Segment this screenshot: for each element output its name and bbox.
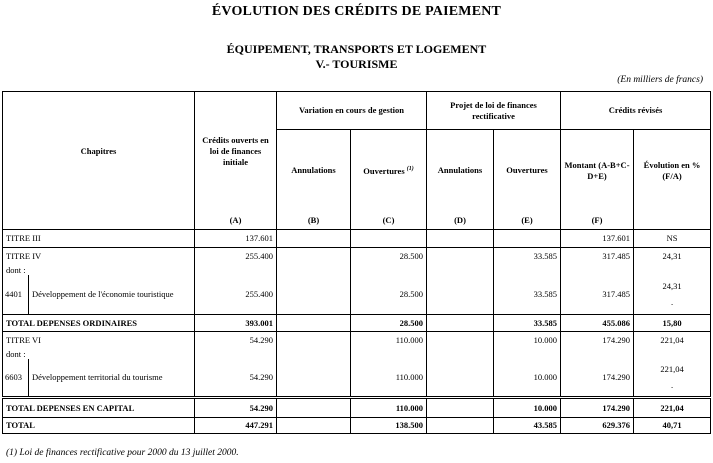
cell-value: 255.400 [245, 289, 273, 300]
cell-f [561, 332, 634, 360]
cell-value: 317.485 [602, 289, 631, 300]
header-letter-f: (F) [561, 212, 634, 230]
header-projet: Projet de loi de finances rectificative [427, 92, 561, 130]
row-label-text: TOTAL [6, 420, 35, 430]
cell-value: 110.000 [395, 402, 423, 413]
cell-value: 629.376 [602, 420, 631, 430]
table-row [3, 397, 711, 417]
cell-g [634, 417, 711, 433]
cell-value: 393.001 [245, 318, 273, 328]
cell-value: NS [666, 233, 678, 243]
row-label-text: TOTAL DEPENSES EN CAPITAL [6, 402, 135, 413]
header-montant: Montant (A-B+C-D+E) [561, 130, 634, 212]
cell-a [195, 359, 277, 397]
cell-value [280, 248, 347, 251]
header-letter-blank [3, 212, 195, 230]
cell-value: 54.290 [249, 372, 273, 383]
cell-a [195, 315, 277, 332]
cell-value: 317.485 [602, 250, 631, 261]
cell-a [195, 397, 277, 417]
credits-table [2, 91, 711, 434]
table-row [3, 332, 711, 360]
header-ouvertures-note: (1) [406, 166, 414, 173]
cell-e [494, 315, 561, 332]
footnote: (1) Loi de finances rectificative pour 2000 du 13 juillet 2000. [6, 448, 239, 458]
cell-value: 174.290 [602, 335, 631, 345]
cell-value: 24,31 [662, 250, 682, 261]
cell-dot: . [670, 297, 674, 308]
cell-c [351, 397, 427, 417]
cell-c [351, 315, 427, 332]
header-credits-revises: Crédits révisés [561, 92, 711, 130]
cell-dot: . [670, 380, 674, 391]
header-annulations-2: Annulations [427, 130, 494, 212]
section-title: V.- TOURISME [315, 57, 398, 71]
row-label-text: TITRE VI [6, 335, 42, 345]
cell-c [351, 417, 427, 433]
row-dont: dont : [6, 349, 26, 359]
cell-value [280, 332, 347, 335]
cell-value: 28.500 [399, 318, 423, 328]
row-label: Développement de l'économie touristique [29, 275, 195, 315]
header-credits-ouverts: Crédits ouverts en loi de finances initiale [195, 92, 277, 212]
cell-e [494, 247, 561, 275]
cell-c [351, 359, 427, 397]
cell-b [277, 417, 351, 433]
cell-d [427, 397, 494, 417]
cell-value [430, 248, 490, 251]
row-label-text: TITRE III [6, 233, 41, 243]
cell-b [277, 397, 351, 417]
cell-value: 221,04 [660, 335, 684, 345]
row-label [3, 247, 195, 275]
table-row [3, 417, 711, 433]
cell-d [427, 229, 494, 247]
cell-b [277, 229, 351, 247]
cell-f [561, 247, 634, 275]
header-letter-b: (B) [277, 212, 351, 230]
cell-value: 455.086 [602, 318, 631, 328]
cell-value: 33.585 [533, 250, 558, 261]
header-evolution: Évolution en % (F/A) [634, 130, 711, 212]
header-letter-blank-2 [634, 212, 711, 230]
cell-value: 138.500 [395, 420, 423, 430]
cell-d [427, 275, 494, 315]
row-label [3, 229, 195, 247]
table-body [3, 229, 711, 433]
cell-g [634, 359, 711, 397]
row-code: 4401 [3, 275, 29, 315]
cell-g [634, 332, 711, 360]
cell-d [427, 332, 494, 360]
cell-a [195, 332, 277, 360]
cell-d [427, 417, 494, 433]
header-annulations: Annulations [277, 130, 351, 212]
header-ouvertures-2: Ouvertures [494, 130, 561, 212]
cell-value: 221,04 [660, 402, 684, 413]
cell-c [351, 332, 427, 360]
row-label-text: TITRE IV [6, 250, 42, 261]
header-ouvertures-label: Ouvertures [363, 166, 405, 177]
header-row-groups [3, 92, 711, 130]
unit-note: (En milliers de francs) [617, 75, 703, 85]
cell-value: 110.000 [395, 335, 423, 345]
cell-value: 221,04 [660, 364, 684, 375]
cell-value: 54.290 [249, 335, 273, 345]
header-letter-e: (E) [494, 212, 561, 230]
cell-e [494, 229, 561, 247]
cell-value: 54.290 [249, 402, 273, 413]
cell-c [351, 275, 427, 315]
table-row [3, 229, 711, 247]
header-letter-c: (C) [351, 212, 427, 230]
cell-value: 43.585 [533, 420, 558, 430]
row-label-text: TOTAL DEPENSES ORDINAIRES [6, 318, 138, 328]
cell-g [634, 315, 711, 332]
table-row [3, 275, 711, 315]
row-label [3, 315, 195, 332]
cell-f [561, 397, 634, 417]
header-row-letters [3, 212, 711, 230]
header-variation: Variation en cours de gestion [277, 92, 427, 130]
cell-value [430, 332, 490, 335]
cell-value: 33.585 [533, 289, 558, 300]
row-code: 6603 [3, 359, 29, 397]
cell-a [195, 417, 277, 433]
row-label [3, 417, 195, 433]
header-letter-a: (A) [195, 212, 277, 230]
row-label [3, 397, 195, 417]
cell-g [634, 247, 711, 275]
header-letter-d: (D) [427, 212, 494, 230]
cell-value: 174.290 [602, 402, 631, 413]
header-chapitres: Chapitres [3, 92, 195, 212]
cell-b [277, 247, 351, 275]
cell-value: 10.000 [533, 402, 558, 413]
row-label [3, 332, 195, 360]
cell-g [634, 229, 711, 247]
cell-g [634, 397, 711, 417]
cell-e [494, 275, 561, 315]
cell-value: 28.500 [399, 289, 423, 300]
page-subtitle: ÉQUIPEMENT, TRANSPORTS ET LOGEMENT [226, 42, 487, 56]
cell-b [277, 275, 351, 315]
cell-value: 15,80 [662, 318, 682, 328]
cell-value: 137.601 [245, 233, 273, 243]
cell-a [195, 229, 277, 247]
cell-b [277, 359, 351, 397]
cell-value: 110.000 [395, 372, 423, 383]
row-label: Développement territorial du tourisme [29, 359, 195, 397]
table-row [3, 315, 711, 332]
cell-a [195, 247, 277, 275]
cell-value: 255.400 [245, 250, 273, 261]
cell-value: 33.585 [533, 318, 558, 328]
cell-value: 10.000 [533, 372, 558, 383]
cell-d [427, 359, 494, 397]
cell-b [277, 315, 351, 332]
page-title: ÉVOLUTION DES CRÉDITS DE PAIEMENT [211, 4, 502, 19]
cell-f [561, 275, 634, 315]
cell-f [561, 229, 634, 247]
cell-e [494, 397, 561, 417]
cell-f [561, 315, 634, 332]
cell-d [427, 315, 494, 332]
cell-value: 24,31 [662, 281, 682, 292]
cell-a [195, 275, 277, 315]
cell-value: 28.500 [399, 250, 423, 261]
cell-g [634, 275, 711, 315]
cell-d [427, 247, 494, 275]
cell-e [494, 359, 561, 397]
cell-f [561, 359, 634, 397]
cell-c [351, 247, 427, 275]
cell-value: 447.291 [245, 420, 273, 430]
cell-value: 40,71 [662, 420, 682, 430]
cell-value: 10.000 [533, 335, 558, 345]
table-row [3, 359, 711, 397]
cell-value: 174.290 [602, 372, 631, 383]
table-row [3, 247, 711, 275]
cell-e [494, 417, 561, 433]
cell-c [351, 229, 427, 247]
cell-e [494, 332, 561, 360]
cell-b [277, 332, 351, 360]
cell-value: 137.601 [602, 233, 631, 243]
row-dont: dont : [6, 264, 26, 275]
header-ouvertures [351, 130, 427, 212]
cell-f [561, 417, 634, 433]
